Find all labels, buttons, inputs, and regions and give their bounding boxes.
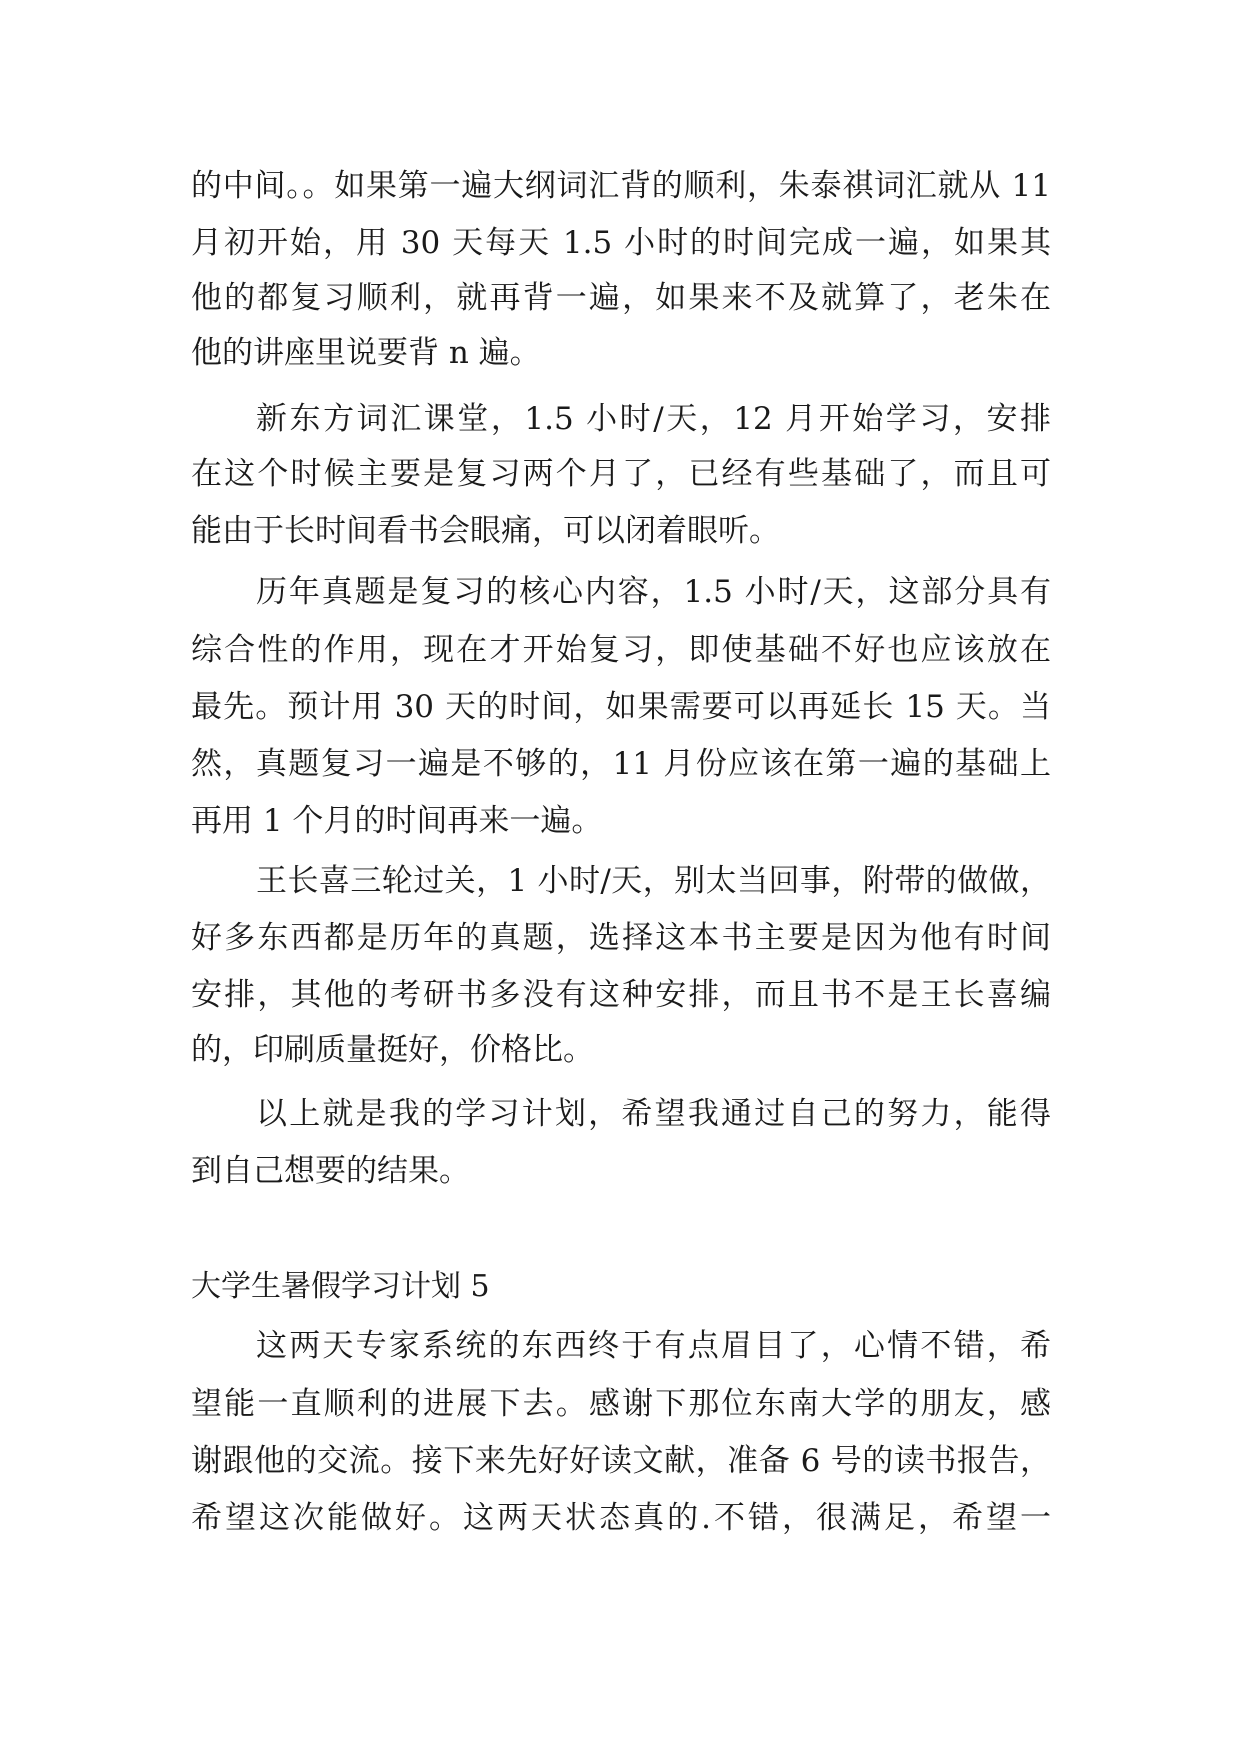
section-paragraph-line-4: 希望这次能做好。这两天状态真的.不错，很满足，希望一 — [191, 1500, 1051, 1536]
paragraph-2-line-2: 在这个时候主要是复习两个月了，已经有些基础了，而且可 — [191, 456, 1051, 492]
paragraph-2-line-1: 新东方词汇课堂，1.5 小时/天，12 月开始学习，安排 — [256, 401, 1051, 437]
section-paragraph-line-1: 这两天专家系统的东西终于有点眉目了，心情不错，希 — [256, 1328, 1051, 1364]
paragraph-3-line-4: 然，真题复习一遍是不够的，11 月份应该在第一遍的基础上 — [191, 746, 1051, 782]
section-paragraph-line-2: 望能一直顺利的进展下去。感谢下那位东南大学的朋友，感 — [191, 1386, 1051, 1422]
paragraph-3-line-2: 综合性的作用，现在才开始复习，即使基础不好也应该放在 — [191, 632, 1051, 668]
paragraph-3-line-3: 最先。预计用 30 天的时间，如果需要可以再延长 15 天。当 — [191, 689, 1051, 725]
paragraph-1-line-2: 月初开始，用 30 天每天 1.5 小时的时间完成一遍，如果其 — [191, 225, 1051, 261]
paragraph-1-line-3: 他的都复习顺利，就再背一遍，如果来不及就算了，老朱在 — [191, 280, 1051, 316]
paragraph-5-line-2: 到自己想要的结果。 — [191, 1153, 470, 1189]
paragraph-4-line-1: 王长喜三轮过关，1 小时/天，别太当回事，附带的做做， — [256, 863, 1051, 899]
paragraph-1-line-4: 他的讲座里说要背 n 遍。 — [191, 335, 541, 371]
paragraph-1-line-1: 的中间。。如果第一遍大纲词汇背的顺利，朱泰祺词汇就从 11 — [191, 168, 1051, 204]
paragraph-4-line-3: 安排，其他的考研书多没有这种安排，而且书不是王长喜编 — [191, 977, 1051, 1013]
paragraph-4-line-4: 的，印刷质量挺好，价格比。 — [191, 1032, 594, 1068]
paragraph-2-line-3: 能由于长时间看书会眼痛，可以闭着眼听。 — [191, 513, 780, 549]
section-paragraph-line-3: 谢跟他的交流。接下来先好好读文献，准备 6 号的读书报告， — [191, 1443, 1051, 1479]
paragraph-4-line-2: 好多东西都是历年的真题，选择这本书主要是因为他有时间 — [191, 920, 1051, 956]
section-heading: 大学生暑假学习计划 5 — [191, 1269, 490, 1304]
paragraph-3-line-1: 历年真题是复习的核心内容，1.5 小时/天，这部分具有 — [256, 574, 1051, 610]
paragraph-5-line-1: 以上就是我的学习计划，希望我通过自己的努力，能得 — [256, 1096, 1051, 1132]
paragraph-3-line-5: 再用 1 个月的时间再来一遍。 — [191, 803, 603, 839]
